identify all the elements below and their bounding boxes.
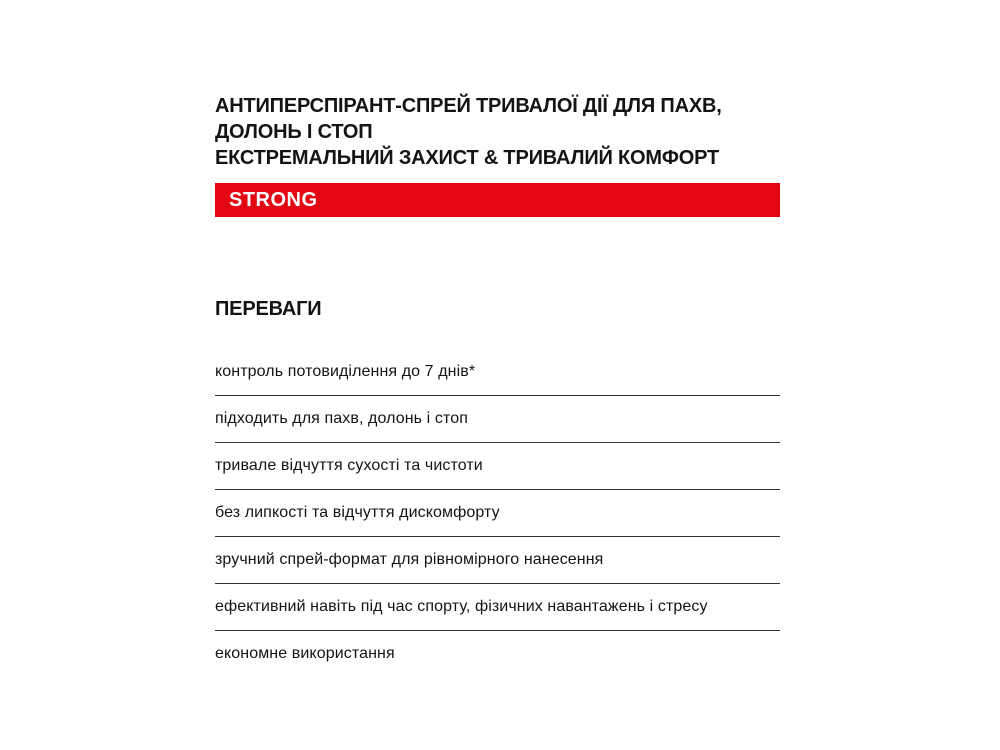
benefits-list [215,349,780,677]
product-description [215,93,780,677]
benefit-item: ефективний навіть під час спорту, фізичних навантажень і стресу [215,584,780,631]
benefit-item: без липкості та відчуття дискомфорту [215,490,780,537]
product-title-line: ДОЛОНЬ І СТОП [215,121,373,143]
benefits-heading: ПЕРЕВАГИ [215,298,322,320]
benefit-item: зручний спрей-формат для рівномірного нанесення [215,537,780,584]
product-subtitle: ЕКСТРЕМАЛЬНИЙ ЗАХИСТ & ТРИВАЛИЙ КОМФОРТ [215,147,719,169]
product-title-line: АНТИПЕРСПІРАНТ-СПРЕЙ ТРИВАЛОЇ ДІЇ ДЛЯ ПАХВ, [215,95,722,117]
benefit-item: підходить для пахв, долонь і стоп [215,396,780,443]
strong-badge-label: STRONG [229,188,318,211]
strong-badge [215,183,780,217]
benefit-item: тривале відчуття сухості та чистоти [215,443,780,490]
product-title [215,93,780,171]
benefit-item: контроль потовиділення до 7 днів* [215,349,780,396]
benefit-item: економне використання [215,645,395,662]
